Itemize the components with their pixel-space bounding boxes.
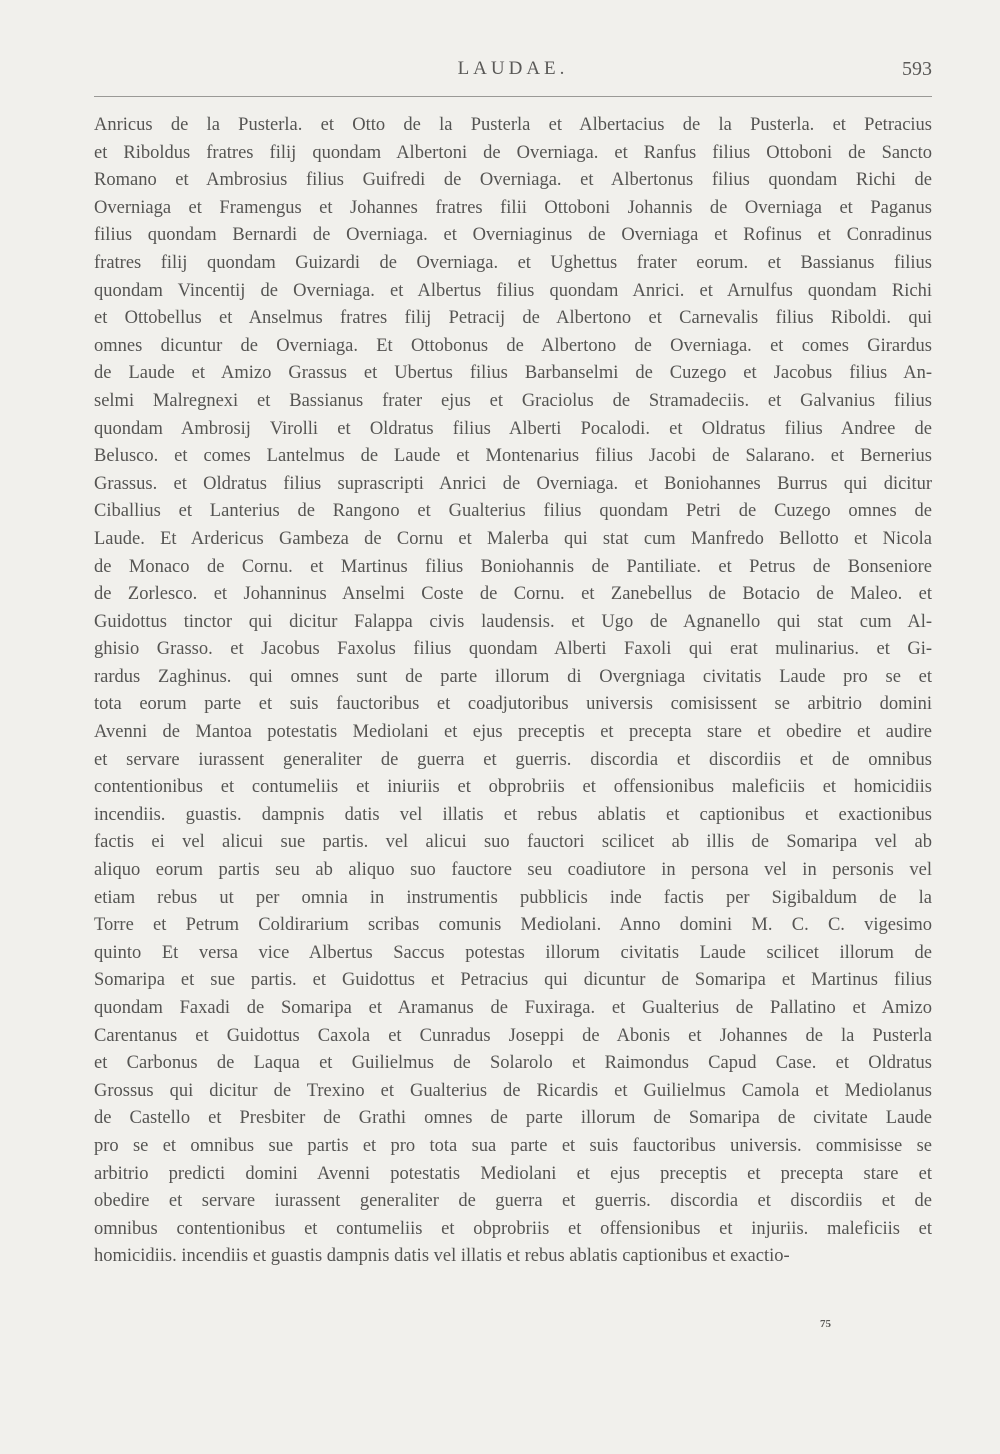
text-line: Avenni de Mantoa potestatis Mediolani et ejus preceptis et precepta stare et obedire et audire (94, 722, 932, 743)
text-line: Laude. Et Ardericus Gambeza de Cornu et Malerba qui stat cum Manfredo Bellotto et Nicola (94, 528, 932, 549)
header-rule (94, 96, 932, 97)
text-line: fratres filij quondam Guizardi de Overniaga. et Ughettus frater eorum. et Bassianus filius (94, 252, 932, 273)
text-line: de Castello et Presbiter de Grathi omnes de parte illorum de Somaripa de civitate Laude (94, 1108, 932, 1129)
running-title: LAUDAE. (457, 58, 569, 79)
text-line: et Carbonus de Laqua et Guilielmus de Solarolo et Raimondus Capud Case. et Oldratus (94, 1053, 932, 1074)
text-line: tota eorum parte et suis fauctoribus et coadjutoribus universis comisissent se arbitrio domini (94, 694, 932, 715)
page-header (94, 52, 932, 92)
text-line: Romano et Ambrosius filius Guifredi de Overniaga. et Albertonus filius quondam Richi de (94, 170, 932, 191)
text-line: obedire et servare iurassent generaliter de guerra et guerris. discordia et discordiis et de (94, 1191, 932, 1212)
text-line: ghisio Grasso. et Jacobus Faxolus filius quondam Alberti Faxoli qui erat mulinarius. et Gi- (94, 639, 932, 660)
text-line: Guidottus tinctor qui dicitur Falappa civis laudensis. et Ugo de Agnanello qui stat cum Al- (94, 611, 932, 632)
text-line: contentionibus et contumeliis et iniuriis et obprobriis et offensionibus maleficiis et homicidiis (94, 777, 932, 798)
text-line: Carentanus et Guidottus Caxola et Cunradus Joseppi de Abonis et Johannes de la Pusterla (94, 1025, 932, 1046)
text-line: pro se et omnibus sue partis et pro tota sua parte et suis fauctoribus universis. commisisse se (94, 1135, 932, 1156)
text-line: et Riboldus fratres filij quondam Albertoni de Overniaga. et Ranfus filius Ottoboni de Sancto (94, 142, 932, 163)
text-line: omnibus contentionibus et contumeliis et obprobriis et offensionibus et injuriis. maleficiis et (94, 1218, 932, 1239)
text-line: Grassus. et Oldratus filius suprascripti Anrici de Overniaga. et Boniohannes Burrus qui dicitur (94, 473, 932, 494)
text-line: homicidiis. incendiis et guastis dampnis datis vel illatis et rebus ablatis captionibus et exactio- (94, 1246, 790, 1267)
text-line: de Zorlesco. et Johanninus Anselmi Coste de Cornu. et Zanebellus de Botacio de Maleo. et (94, 584, 932, 605)
text-line: Anricus de la Pusterla. et Otto de la Pusterla et Albertacius de la Pusterla. et Petracius (94, 115, 932, 135)
text-line: aliquo eorum partis seu ab aliquo suo fauctore seu coadiutore in persona vel in personis vel (94, 860, 932, 881)
text-line: quondam Vincentij de Overniaga. et Albertus filius quondam Anrici. et Arnulfus quondam Richi (94, 280, 932, 301)
text-line: arbitrio predicti domini Avenni potestatis Mediolani et ejus preceptis et precepta stare et (94, 1163, 932, 1184)
text-line: de Monaco de Cornu. et Martinus filius Boniohannis de Pantiliate. et Petrus de Bonseniore (94, 556, 932, 577)
text-line: etiam rebus ut per omnia in instrumentis pubblicis inde factis per Sigibaldum de la (94, 887, 932, 908)
text-line: incendiis. guastis. dampnis datis vel illatis et rebus ablatis et captionibus et exactionibus (94, 804, 932, 825)
text-line: quondam Faxadi de Somaripa et Aramanus de Fuxiraga. et Gualterius de Pallatino et Amizo (94, 998, 932, 1018)
text-line: filius quondam Bernardi de Overniaga. et Overniaginus de Overniaga et Rofinus et Conradinus (94, 225, 932, 246)
text-line: Grossus qui dicitur de Trexino et Gualterius de Ricardis et Guilielmus Camola et Mediolanus (94, 1080, 932, 1101)
text-line: Ciballius et Lanterius de Rangono et Gualterius filius quondam Petri de Cuzego omnes de (94, 501, 932, 522)
text-line: de Laude et Amizo Grassus et Ubertus filius Barbanselmi de Cuzego et Jacobus filius An- (94, 363, 932, 384)
text-line: factis ei vel alicui sue partis. vel alicui suo fauctori scilicet ab illis de Somaripa vel ab (94, 832, 932, 853)
text-line: selmi Malregnexi et Bassianus frater ejus et Graciolus de Stramadeciis. et Galvanius filius (94, 390, 932, 411)
body-text (94, 112, 932, 1271)
text-line: rardus Zaghinus. qui omnes sunt de parte illorum di Overgniaga civitatis Laude pro se et (94, 666, 932, 687)
text-line: et Ottobellus et Anselmus fratres filij Petracij de Albertono et Carnevalis filius Riboldi. qui (94, 308, 932, 329)
text-line: Somaripa et sue partis. et Guidottus et Petracius qui dicuntur de Somaripa et Martinus filius (94, 970, 932, 991)
page-number: 593 (902, 58, 932, 80)
text-line: quondam Ambrosij Virolli et Oldratus filius Alberti Pocalodi. et Oldratus filius Andree de (94, 418, 932, 439)
text-line: Belusco. et comes Lantelmus de Laude et Montenarius filius Jacobi de Salarano. et Bernerius (94, 446, 932, 467)
text-line: et servare iurassent generaliter de guerra et guerris. discordia et discordiis et de omnibus (94, 749, 932, 770)
text-line: quinto Et versa vice Albertus Saccus potestas illorum civitatis Laude scilicet illorum de (94, 942, 932, 963)
text-line: omnes dicuntur de Overniaga. Et Ottobonus de Albertono de Overniaga. et comes Girardus (94, 335, 932, 356)
signature-mark: 75 (820, 1318, 831, 1330)
text-line: Overniaga et Framengus et Johannes fratres filii Ottoboni Johannis de Overniaga et Paganus (94, 197, 932, 218)
text-line: Torre et Petrum Coldirarium scribas comunis Mediolani. Anno domini M. C. C. vigesimo (94, 915, 932, 936)
